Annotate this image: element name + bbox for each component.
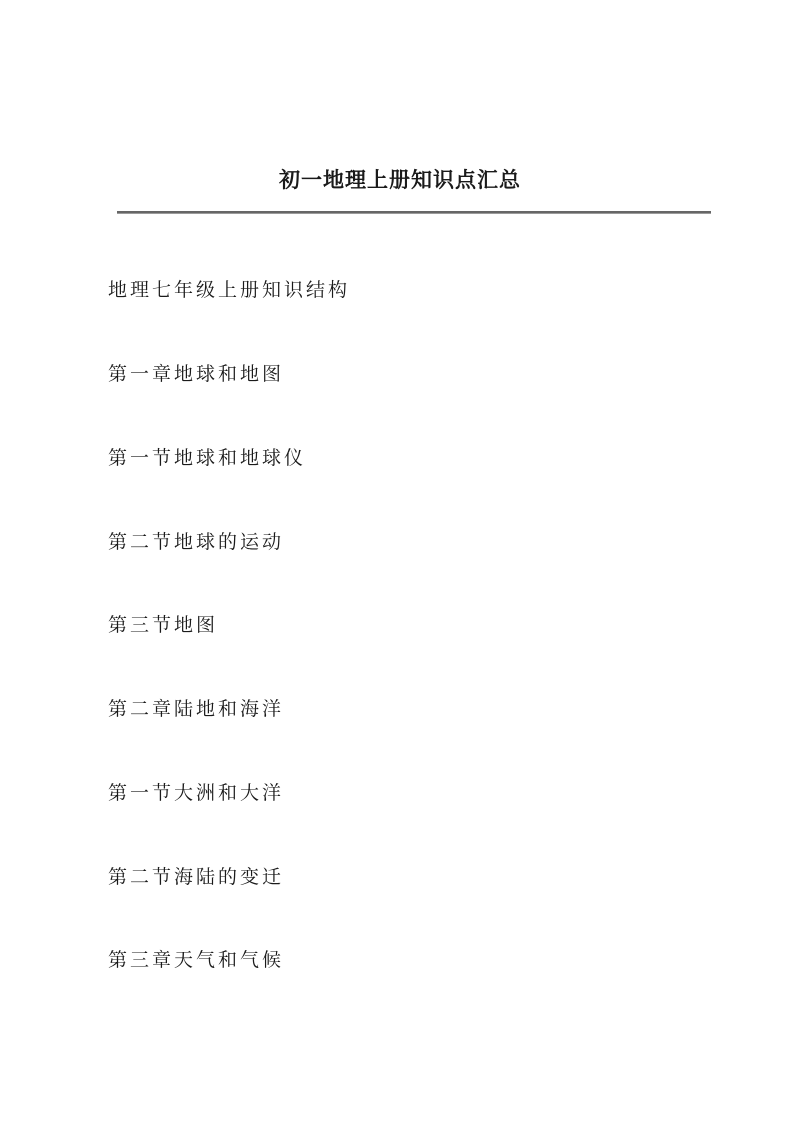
- chapter-3-heading: 第三章天气和气候: [108, 949, 285, 971]
- chapter-2-section-2: 第二节海陆的变迁: [108, 866, 285, 888]
- chapter-2-heading: 第二章陆地和海洋: [108, 698, 285, 720]
- chapter-1-section-1: 第一节地球和地球仪: [108, 447, 307, 469]
- chapter-1-section-2: 第二节地球的运动: [108, 531, 285, 553]
- chapter-2-section-1: 第一节大洲和大洋: [108, 782, 285, 804]
- chapter-1-section-3: 第三节地图: [108, 614, 219, 636]
- structure-heading: 地理七年级上册知识结构: [108, 279, 351, 301]
- document-title: 初一地理上册知识点汇总: [279, 167, 521, 192]
- title-divider: [117, 211, 711, 214]
- chapter-1-heading: 第一章地球和地图: [108, 363, 285, 385]
